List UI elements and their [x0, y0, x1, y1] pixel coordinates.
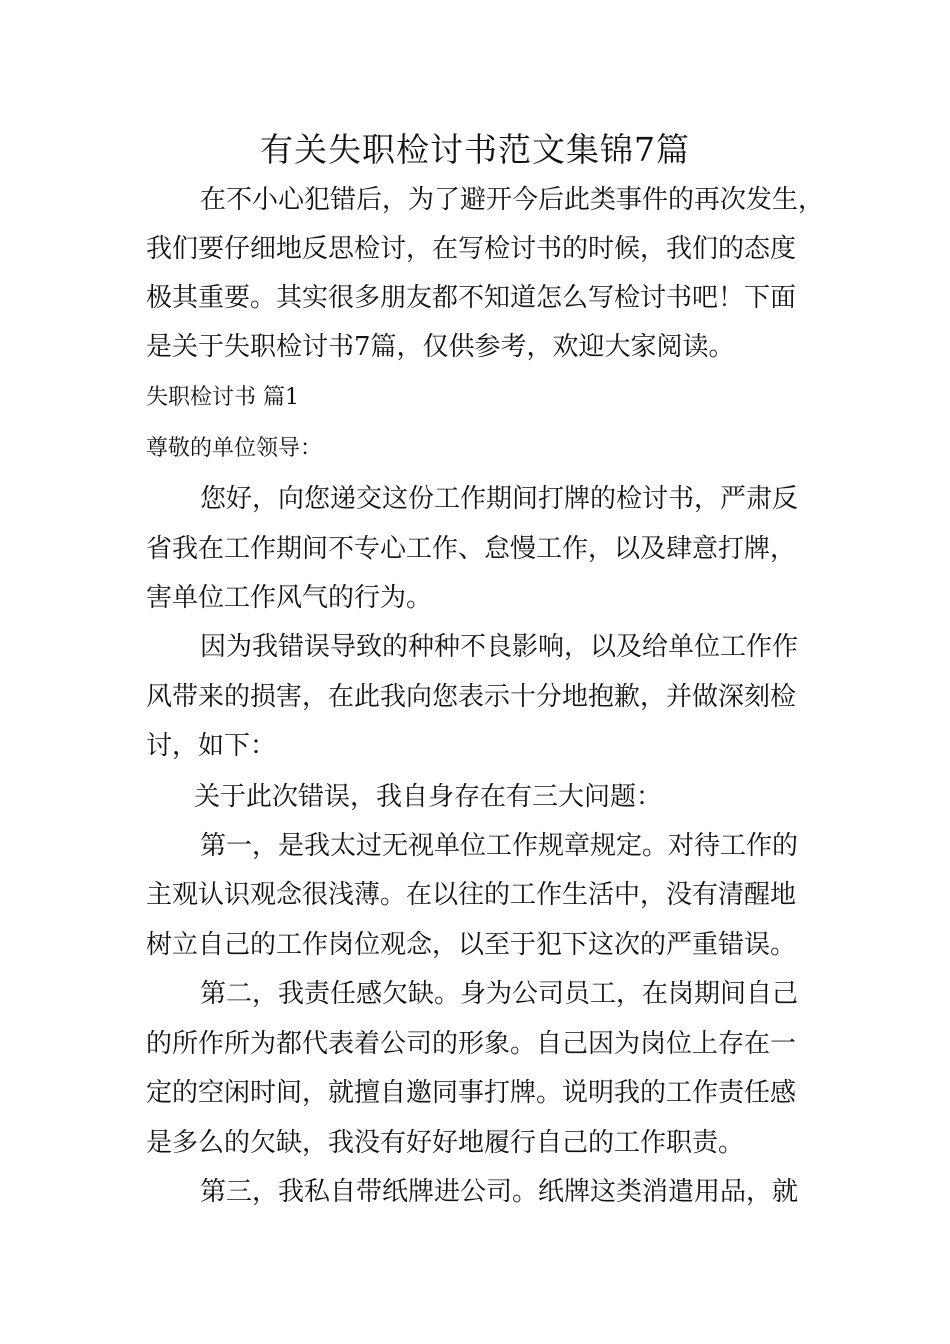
paragraph-line: 主观认识观念很浅薄。在以往的工作生活中，没有清醒地: [146, 880, 797, 910]
paragraph-line: 省我在工作期间不专心工作、怠慢工作，以及肆意打牌，: [146, 534, 797, 564]
paragraph-line: 极其重要。其实很多朋友都不知道怎么写检讨书吧！下面: [146, 283, 797, 313]
salutation: 尊敬的单位领导：: [146, 436, 323, 461]
paragraph-line: 讨，如下：: [146, 731, 277, 761]
paragraph-line: 树立自己的工作岗位观念，以至于犯下这次的严重错误。: [146, 930, 797, 960]
paragraph-line: 在不小心犯错后，为了避开今后此类事件的再次发生，: [200, 185, 825, 215]
section-heading: 失职检讨书 篇1: [146, 385, 299, 410]
paragraph-line: 定的空闲时间，就擅自邀同事打牌。说明我的工作责任感: [146, 1078, 797, 1108]
paragraph-line: 害单位工作风气的行为。: [146, 583, 433, 613]
paragraph-line: 第二，我责任感欠缺。身为公司员工，在岗期间自己: [200, 979, 799, 1009]
paragraph-line: 我们要仔细地反思检讨，在写检讨书的时候，我们的态度: [146, 234, 797, 264]
paragraph-line: 风带来的损害，在此我向您表示十分地抱歉，并做深刻检: [146, 682, 797, 712]
document-title: 有关失职检讨书范文集锦7篇: [260, 130, 690, 169]
paragraph-line: 因为我错误导致的种种不良影响，以及给单位工作作: [200, 632, 799, 662]
paragraph-line: 第一，是我太过无视单位工作规章规定。对待工作的: [200, 831, 799, 861]
paragraph-line: 的所作所为都代表着公司的形象。自己因为岗位上存在一: [146, 1029, 797, 1059]
paragraph-line: 您好，向您递交这份工作期间打牌的检讨书，严肃反: [200, 484, 799, 514]
paragraph-line: 是关于失职检讨书7篇，仅供参考，欢迎大家阅读。: [146, 332, 735, 362]
paragraph-line: 是多么的欠缺，我没有好好地履行自己的工作职责。: [146, 1128, 745, 1158]
paragraph-line: 关于此次错误，我自身存在有三大问题：: [194, 782, 663, 812]
paragraph-line: 第三，我私自带纸牌进公司。纸牌这类消遣用品，就: [200, 1177, 799, 1207]
